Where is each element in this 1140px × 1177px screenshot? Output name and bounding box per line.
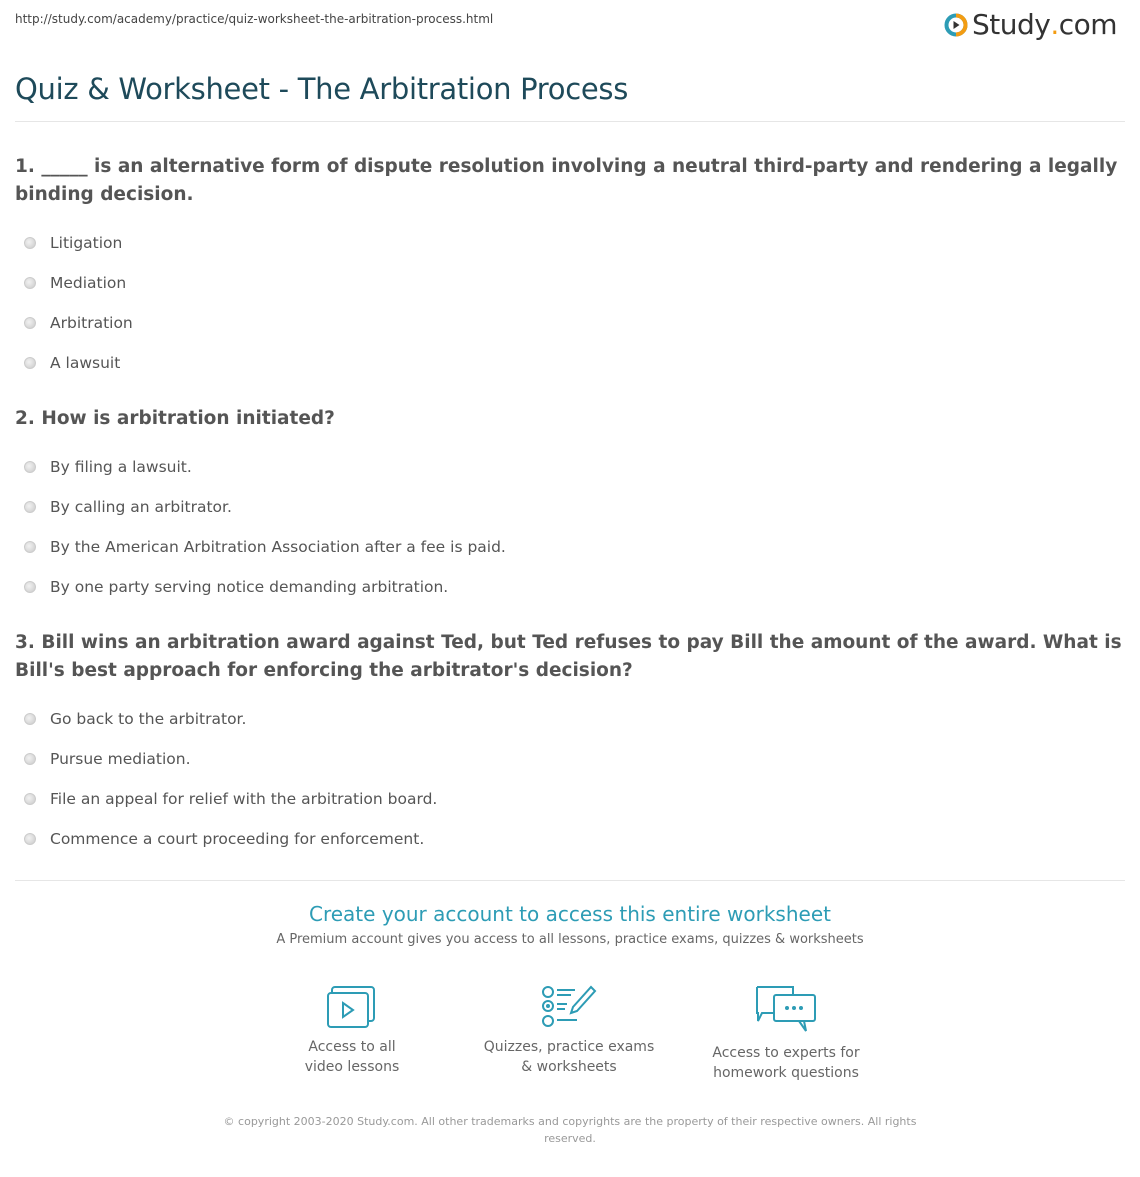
answer-option[interactable]	[15, 343, 1125, 383]
radio-button-icon[interactable]	[24, 833, 36, 845]
option-label: By the American Arbitration Association after a fee is paid.	[50, 538, 506, 556]
cta-subtitle: A Premium account gives you access to all lessons, practice exams, quizzes & worksheets	[276, 932, 864, 947]
divider	[15, 880, 1125, 881]
answer-option[interactable]	[15, 779, 1125, 819]
answer-option[interactable]	[15, 223, 1125, 263]
feature-label: Quizzes, practice exams	[483, 1039, 655, 1055]
answer-option[interactable]	[15, 819, 1125, 859]
option-label: Arbitration	[50, 314, 133, 332]
option-label: Mediation	[50, 274, 127, 292]
feature-experts	[686, 985, 886, 1083]
question-text: 2. How is arbitration initiated?	[15, 408, 335, 429]
logo-name: Study	[972, 8, 1051, 41]
option-label: Pursue mediation.	[50, 750, 191, 768]
chat-experts-icon	[754, 985, 818, 1035]
answer-option[interactable]	[15, 263, 1125, 303]
feature-label: video lessons	[304, 1059, 400, 1075]
option-label: Commence a court proceeding for enforcement.	[50, 830, 425, 848]
radio-button-icon[interactable]	[24, 581, 36, 593]
answer-option[interactable]	[15, 567, 1125, 607]
video-lessons-icon	[326, 985, 378, 1029]
study-logo[interactable]	[944, 8, 1117, 41]
logo-dot: .	[1050, 8, 1059, 41]
answer-option[interactable]	[15, 303, 1125, 343]
feature-label: homework questions	[713, 1065, 859, 1081]
logo-tld: com	[1058, 8, 1118, 41]
radio-button-icon[interactable]	[24, 317, 36, 329]
feature-quizzes	[469, 985, 669, 1077]
quiz-worksheet-icon	[541, 985, 597, 1029]
question-1	[15, 153, 1125, 383]
play-logo-icon	[944, 13, 968, 37]
radio-button-icon[interactable]	[24, 713, 36, 725]
page-url: http://study.com/academy/practice/quiz-worksheet-the-arbitration-process.html	[15, 12, 494, 26]
cta-title-link[interactable]: Create your account to access this entire worksheet	[309, 902, 831, 926]
answer-option[interactable]	[15, 447, 1125, 487]
answer-option[interactable]	[15, 699, 1125, 739]
radio-button-icon[interactable]	[24, 237, 36, 249]
divider	[15, 121, 1125, 122]
option-label: By filing a lawsuit.	[50, 458, 192, 476]
feature-label: Access to experts for	[712, 1045, 860, 1061]
question-text: 1. _____ is an alternative form of dispute resolution involving a neutral third-party and rendering a legally binding decision.	[15, 156, 1118, 205]
question-2	[15, 405, 1125, 607]
signup-cta	[0, 902, 1140, 947]
radio-button-icon[interactable]	[24, 277, 36, 289]
question-3	[15, 629, 1125, 859]
feature-label: & worksheets	[521, 1059, 617, 1075]
question-text: 3. Bill wins an arbitration award against Ted, but Ted refuses to pay Bill the amount of the award. What is Bill's best approach for enforcing the arbitrator's decision?	[15, 632, 1122, 681]
option-label: By one party serving notice demanding arbitration.	[50, 578, 449, 596]
option-label: By calling an arbitrator.	[50, 498, 232, 516]
option-label: File an appeal for relief with the arbitration board.	[50, 790, 438, 808]
answer-option[interactable]	[15, 739, 1125, 779]
feature-label: Access to all	[308, 1039, 396, 1055]
option-label: A lawsuit	[50, 354, 121, 372]
radio-button-icon[interactable]	[24, 753, 36, 765]
radio-button-icon[interactable]	[24, 461, 36, 473]
radio-button-icon[interactable]	[24, 501, 36, 513]
feature-video-lessons	[252, 985, 452, 1077]
radio-button-icon[interactable]	[24, 357, 36, 369]
radio-button-icon[interactable]	[24, 793, 36, 805]
option-label: Litigation	[50, 234, 123, 252]
option-label: Go back to the arbitrator.	[50, 710, 247, 728]
copyright: © copyright 2003-2020 Study.com. All other trademarks and copyrights are the property of their respective owners. All rights reserved.	[223, 1115, 917, 1145]
page-title: Quiz & Worksheet - The Arbitration Process	[15, 72, 629, 106]
answer-option[interactable]	[15, 527, 1125, 567]
radio-button-icon[interactable]	[24, 541, 36, 553]
quiz	[15, 153, 1125, 881]
answer-option[interactable]	[15, 487, 1125, 527]
